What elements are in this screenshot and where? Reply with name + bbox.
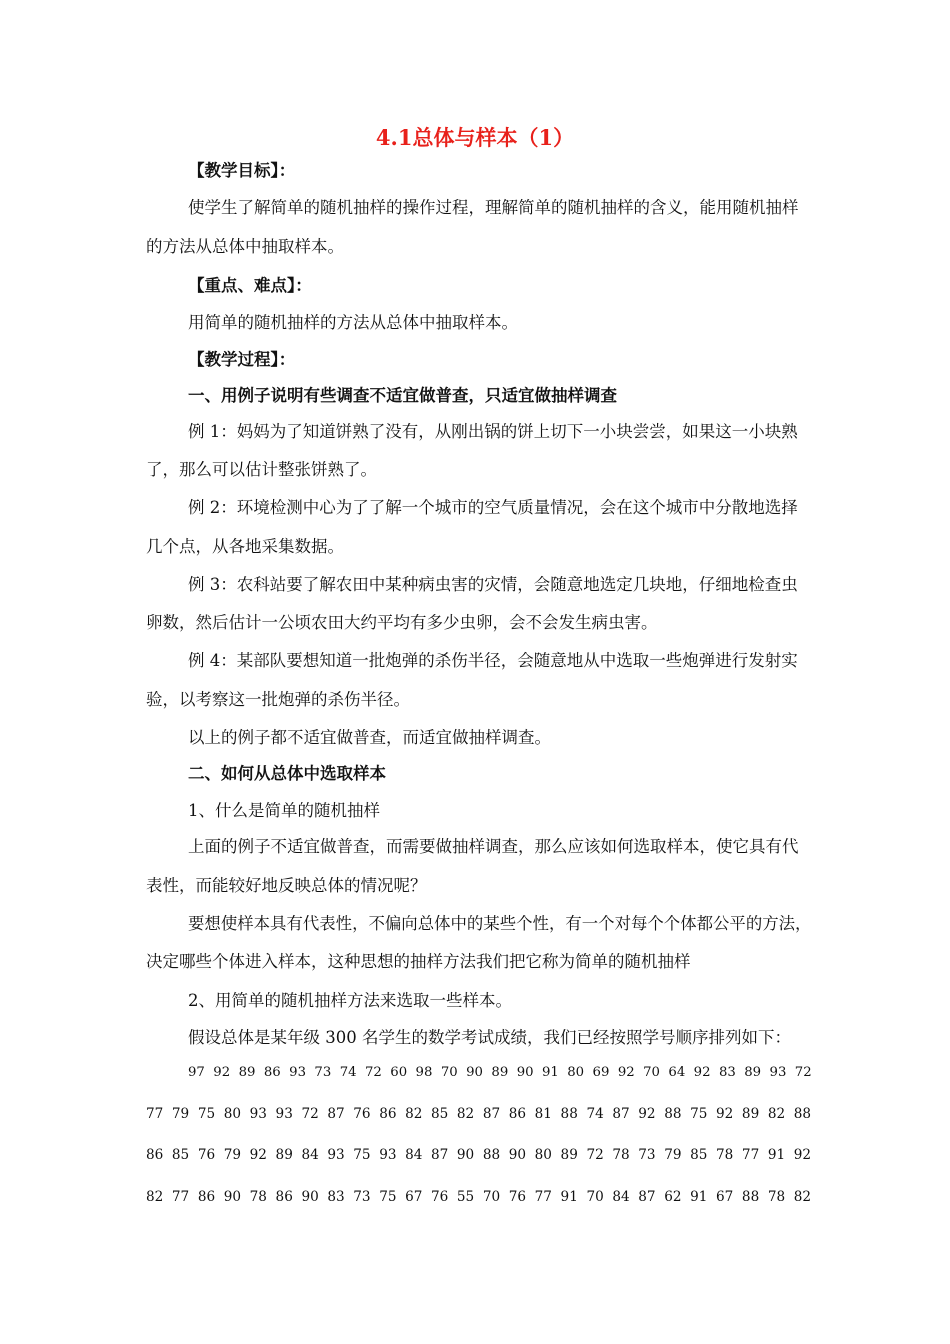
section-1-heading: 一、用例子说明有些调查不适宜做普查，只适宜做抽样调查 bbox=[188, 386, 617, 405]
scores-row-4: 82 77 86 90 78 86 90 83 73 75 67 76 55 70 76 77 91 70 84 87 62 91 67 88 78 82 bbox=[146, 1189, 812, 1205]
paragraph-3: 假设总体是某年级 300 名学生的数学考试成绩，我们已经按照学号顺序排列如下： bbox=[188, 1028, 791, 1047]
example-1-line-2: 了，那么可以估计整张饼熟了。 bbox=[146, 460, 377, 479]
scores-row-2: 77 79 75 80 93 93 72 87 76 86 82 85 82 87 86 81 88 74 87 92 88 75 92 89 82 88 bbox=[146, 1106, 812, 1122]
section-1-summary: 以上的例子都不适宜做普查，而适宜做抽样调查。 bbox=[188, 728, 551, 747]
paragraph-2-line-1: 要想使样本具有代表性，不偏向总体中的某些个性，有一个对每个个体都公平的方法， bbox=[188, 914, 812, 933]
page-title: 4.1总体与样本（1） bbox=[375, 125, 575, 150]
example-4-line-1: 例 4：某部队要想知道一批炮弹的杀伤半径，会随意地从中选取一些炮弹进行发射实 bbox=[188, 651, 798, 670]
example-3-line-2: 卵数，然后估计一公顷农田大约平均有多少虫卵，会不会发生病虫害。 bbox=[146, 613, 658, 632]
key-points-text: 用简单的随机抽样的方法从总体中抽取样本。 bbox=[188, 313, 518, 332]
scores-row-1: 97 92 89 86 93 73 74 72 60 98 70 90 89 90 91 80 69 92 70 64 92 83 89 93 72 bbox=[188, 1065, 812, 1080]
key-points-heading: 【重点、难点】： bbox=[188, 276, 312, 295]
paragraph-1-line-2: 表性，而能较好地反映总体的情况呢？ bbox=[146, 876, 427, 895]
subsection-1-heading: 1、什么是简单的随机抽样 bbox=[188, 801, 380, 820]
objectives-heading: 【教学目标】： bbox=[188, 161, 296, 180]
process-heading: 【教学过程】： bbox=[188, 350, 296, 369]
section-2-heading: 二、如何从总体中选取样本 bbox=[188, 764, 386, 783]
example-3-line-1: 例 3：农科站要了解农田中某种病虫害的灾情，会随意地选定几块地，仔细地检查虫 bbox=[188, 575, 798, 594]
objectives-text-line-1: 使学生了解简单的随机抽样的操作过程，理解简单的随机抽样的含义，能用随机抽样 bbox=[188, 198, 799, 217]
paragraph-1-line-1: 上面的例子不适宜做普查，而需要做抽样调查，那么应该如何选取样本，使它具有代 bbox=[188, 837, 799, 856]
paragraph-2-line-2: 决定哪些个体进入样本，这种思想的抽样方法我们把它称为简单的随机抽样 bbox=[146, 952, 691, 971]
objectives-text-line-2: 的方法从总体中抽取样本。 bbox=[146, 237, 344, 256]
example-2-line-2: 几个点，从各地采集数据。 bbox=[146, 537, 344, 556]
example-4-line-2: 验，以考察这一批炮弹的杀伤半径。 bbox=[146, 690, 410, 709]
scores-row-3: 86 85 76 79 92 89 84 93 75 93 84 87 90 88 90 80 89 72 78 73 79 85 78 77 91 92 bbox=[146, 1147, 812, 1163]
example-1-line-1: 例 1：妈妈为了知道饼熟了没有，从刚出锅的饼上切下一小块尝尝，如果这一小块熟 bbox=[188, 422, 798, 441]
example-2-line-1: 例 2：环境检测中心为了了解一个城市的空气质量情况，会在这个城市中分散地选择 bbox=[188, 498, 798, 517]
subsection-2-heading: 2、用简单的随机抽样方法来选取一些样本。 bbox=[188, 991, 512, 1010]
